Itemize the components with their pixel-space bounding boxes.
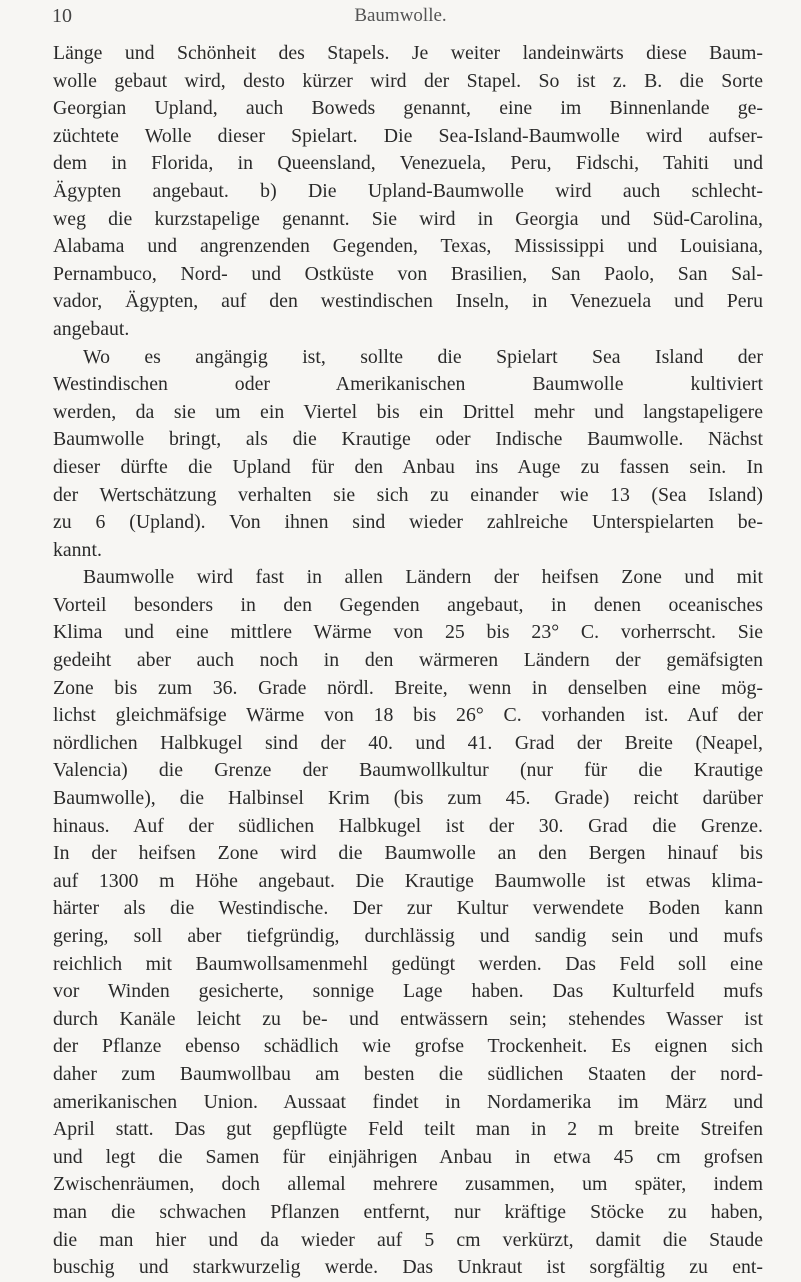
text-line: die man hier und da wieder auf 5 cm verkürzt, damit die Staude	[53, 1228, 763, 1251]
text-line: gedeiht aber auch noch in den wärmeren Ländern der gemäfsigten	[53, 649, 763, 672]
text-line: buschig und starkwurzelig werde. Das Unkraut ist sorgfältig zu ent-	[53, 1256, 763, 1279]
text-line: Georgian Upland, auch Boweds genannt, eine im Binnenlande ge-	[53, 97, 763, 120]
text-line: daher zum Baumwollbau am besten die südlichen Staaten der nord-	[53, 1062, 763, 1085]
text-line: lichst gleichmäfsige Wärme von 18 bis 26° C. vorhanden ist. Auf der	[53, 704, 763, 727]
text-line: wolle gebaut wird, desto kürzer wird der Stapel. So ist z. B. die Sorte	[53, 69, 763, 92]
text-line: werden, da sie um ein Viertel bis ein Drittel mehr und langstapeligere	[53, 400, 763, 423]
text-line: durch Kanäle leicht zu be- und entwässern sein; stehendes Wasser ist	[53, 1007, 763, 1030]
text-line: hinaus. Auf der südlichen Halbkugel ist der 30. Grad die Grenze.	[53, 814, 763, 837]
text-line: und legt die Samen für einjährigen Anbau in etwa 45 cm grofsen	[53, 1145, 763, 1168]
text-line: angebaut.	[53, 317, 130, 340]
text-line: weg die kurzstapelige genannt. Sie wird in Georgia und Süd-Carolina,	[53, 207, 763, 230]
text-line: dem in Florida, in Queensland, Venezuela, Peru, Fidschi, Tahiti und	[53, 152, 763, 175]
text-line: Baumwolle wird fast in allen Ländern der heifsen Zone und mit	[83, 566, 763, 589]
text-line: der Pflanze ebenso schädlich wie grofse Trockenheit. Es eignen sich	[53, 1035, 763, 1058]
text-line: Westindischen oder Amerikanischen Baumwolle kultiviert	[53, 373, 763, 396]
text-line: reichlich mit Baumwollsamenmehl gedüngt werden. Das Feld soll eine	[53, 952, 763, 975]
text-line: Baumwolle bringt, als die Krautige oder Indische Baumwolle. Nächst	[53, 428, 763, 451]
running-title: Baumwolle.	[354, 5, 447, 26]
text-line: der Wertschätzung verhalten sie sich zu einander wie 13 (Sea Island)	[53, 483, 763, 506]
text-line: dieser dürfte die Upland für den Anbau ins Auge zu fassen sein. In	[53, 455, 763, 478]
body-text	[53, 40, 763, 1282]
text-line: Pernambuco, Nord- und Ostküste von Brasilien, San Paolo, San Sal-	[53, 262, 763, 285]
text-line: Länge und Schönheit des Stapels. Je weiter landeinwärts diese Baum-	[53, 42, 763, 64]
text-line: Klima und eine mittlere Wärme von 25 bis 23° C. vorherrscht. Sie	[53, 621, 763, 644]
text-line: Zone bis zum 36. Grade nördl. Breite, wenn in denselben eine mög-	[53, 676, 763, 699]
text-line: April statt. Das gut gepflügte Feld teilt man in 2 m breite Streifen	[53, 1118, 763, 1141]
text-line: Wo es angängig ist, sollte die Spielart Sea Island der	[83, 345, 763, 368]
text-line: amerikanischen Union. Aussaat findet in Nordamerika im März und	[53, 1090, 763, 1113]
text-line: Zwischenräumen, doch allemal mehrere zusammen, um später, indem	[53, 1173, 763, 1196]
text-line: Alabama und angrenzenden Gegenden, Texas, Mississippi und Louisiana,	[53, 235, 763, 258]
text-line: kannt.	[53, 538, 102, 561]
text-line: nördlichen Halbkugel sind der 40. und 41. Grad der Breite (Neapel,	[53, 731, 763, 754]
text-line: Baumwolle), die Halbinsel Krim (bis zum 45. Grade) reicht darüber	[53, 787, 763, 810]
text-line: gering, soll aber tiefgründig, durchlässig und sandig sein und mufs	[53, 925, 763, 947]
text-line: vador, Ägypten, auf den westindischen Inseln, in Venezuela und Peru	[53, 290, 763, 313]
text-line: auf 1300 m Höhe angebaut. Die Krautige Baumwolle ist etwas klima-	[53, 869, 763, 892]
text-line: man die schwachen Pflanzen entfernt, nur kräftige Stöcke zu haben,	[53, 1200, 763, 1223]
page-header	[0, 0, 801, 40]
text-line: zu 6 (Upland). Von ihnen sind wieder zahlreiche Unterspielarten be-	[53, 511, 763, 534]
text-line: In der heifsen Zone wird die Baumwolle an den Bergen hinauf bis	[53, 842, 763, 865]
text-line: vor Winden gesicherte, sonnige Lage haben. Das Kulturfeld mufs	[53, 980, 763, 1003]
text-line: Valencia) die Grenze der Baumwollkultur (nur für die Krautige	[53, 759, 763, 782]
text-line: härter als die Westindische. Der zur Kultur verwendete Boden kann	[53, 897, 763, 920]
text-line: Ägypten angebaut. b) Die Upland-Baumwolle wird auch schlecht-	[53, 179, 763, 202]
text-line: züchtete Wolle dieser Spielart. Die Sea-Island-Baumwolle wird aufser-	[53, 124, 763, 147]
page-number: 10	[52, 5, 72, 27]
text-line: Vorteil besonders in den Gegenden angebaut, in denen oceanisches	[53, 593, 763, 616]
